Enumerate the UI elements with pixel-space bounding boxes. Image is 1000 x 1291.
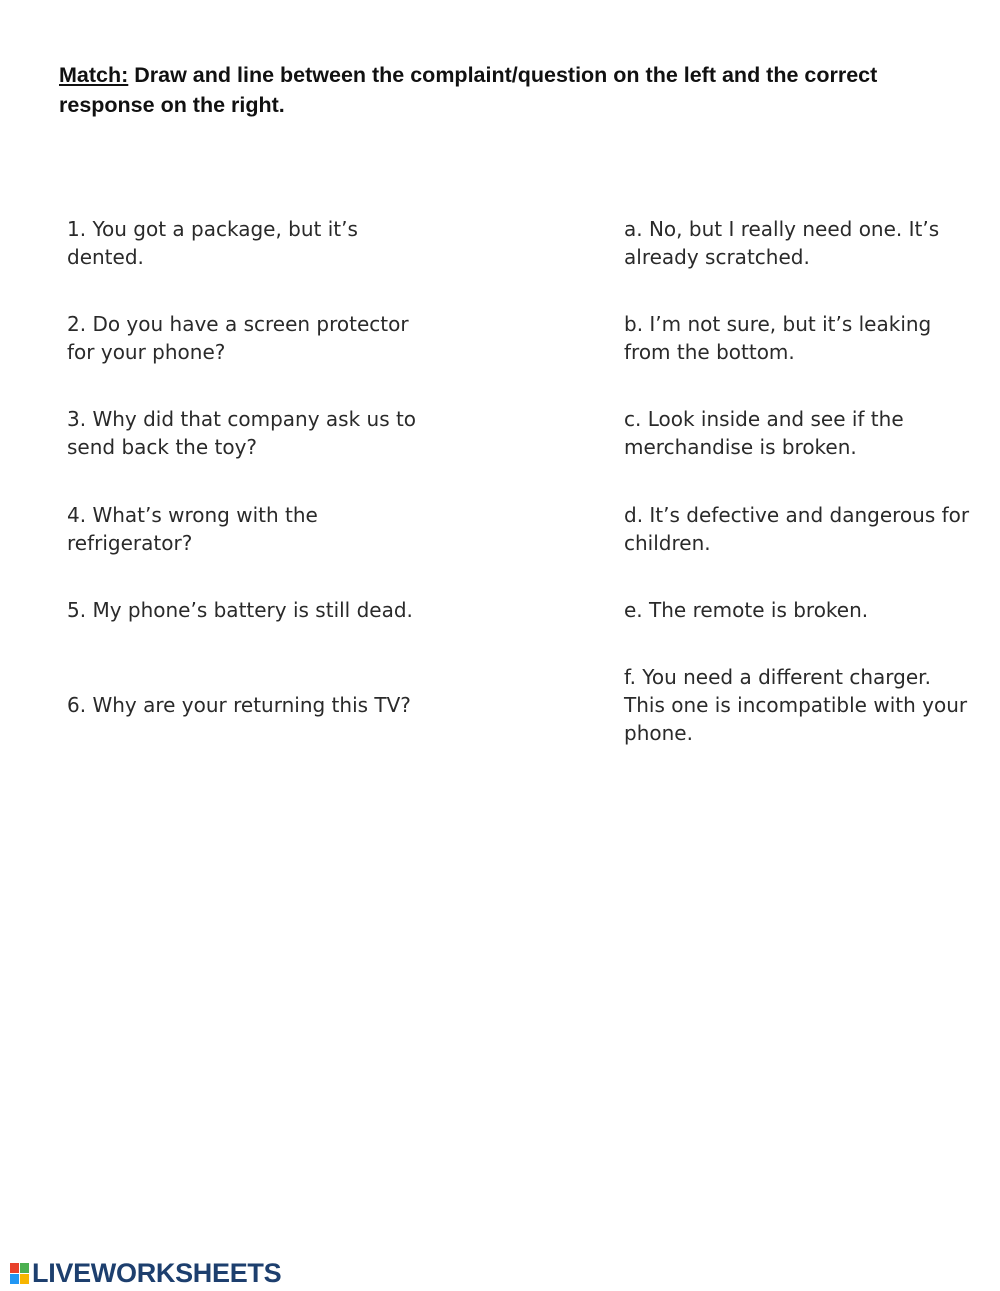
instructions-text: Draw and line between the complaint/question on the left and the correct response on the right. — [59, 63, 878, 117]
complaint-item-2[interactable]: 2. Do you have a screen protector for your phone? — [67, 312, 409, 364]
complaint-item-1[interactable]: 1. You got a package, but it’s dented. — [67, 217, 358, 269]
logo-text: LIVEWORKSHEETS — [32, 1258, 282, 1288]
instructions-label: Match: — [59, 63, 129, 87]
response-item-a[interactable]: a. No, but I really need one. It’s already scratched. — [624, 217, 940, 269]
response-item-e[interactable]: e. The remote is broken. — [624, 598, 869, 622]
liveworksheets-logo — [10, 1258, 281, 1288]
response-item-c[interactable]: c. Look inside and see if the merchandise is broken. — [624, 407, 904, 459]
complaint-item-6[interactable]: 6. Why are your returning this TV? — [67, 693, 411, 717]
instructions — [59, 60, 939, 120]
complaint-item-3[interactable]: 3. Why did that company ask us to send back the toy? — [67, 407, 417, 459]
response-item-f[interactable]: f. You need a different charger. This one is incompatible with your phone. — [624, 665, 968, 745]
logo-blocks-icon — [10, 1263, 29, 1284]
response-item-b[interactable]: b. I’m not sure, but it’s leaking from the bottom. — [624, 312, 932, 364]
complaint-item-4[interactable]: 4. What’s wrong with the refrigerator? — [67, 503, 318, 555]
complaint-item-5[interactable]: 5. My phone’s battery is still dead. — [67, 598, 413, 622]
response-item-d[interactable]: d. It’s defective and dangerous for children. — [624, 503, 970, 555]
